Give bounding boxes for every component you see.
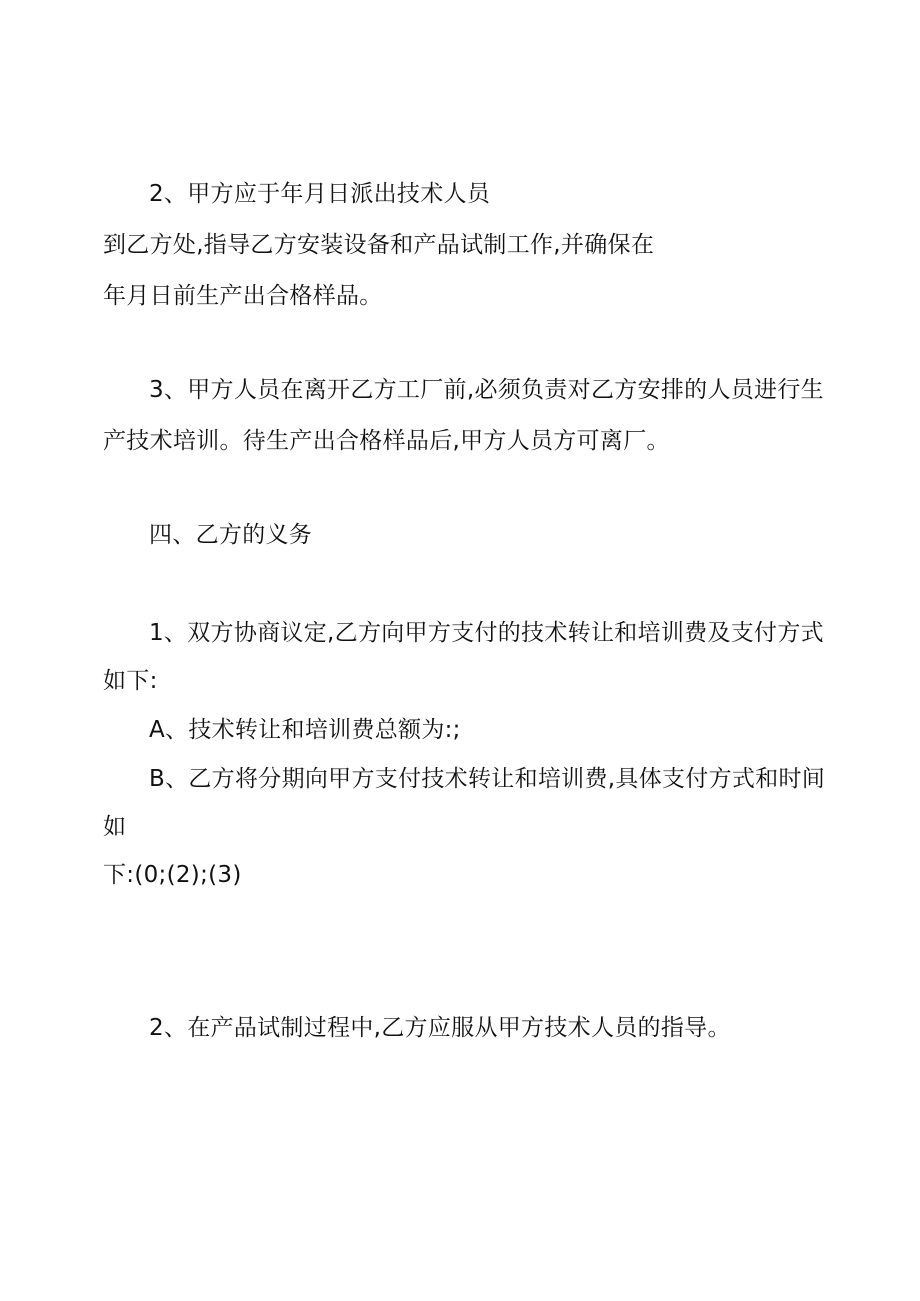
item-a: A、技术转让和培训费总额为:; [149,717,461,743]
paragraph-2-line-3: 年月日前生产出合格样品。 [103,283,383,309]
item-b-line-2: 如 [103,814,127,840]
obligation-1-line-2: 如下: [103,668,158,694]
item-b-line-1: B、乙方将分期向甲方支付技术转让和培训费,具体支付方式和时间 [149,766,826,792]
obligation-1-line-1: 1、双方协商议定,乙方向甲方支付的技术转让和培训费及支付方式 [149,620,824,646]
paragraph-2-line-2: 到乙方处,指导乙方安装设备和产品试制工作,并确保在 [103,232,655,258]
item-b-line-3: 下:(0;(2);(3) [103,862,242,888]
paragraph-2-line-1: 2、甲方应于年月日派出技术人员 [149,181,491,207]
paragraph-3-line-2: 产技术培训。待生产出合格样品后,甲方人员方可离厂。 [103,428,670,454]
section-heading: 四、乙方的义务 [149,522,313,548]
paragraph-3-line-1: 3、甲方人员在离开乙方工厂前,必须负责对乙方安排的人员进行生 [149,377,824,403]
obligation-2: 2、在产品试制过程中,乙方应服从甲方技术人员的指导。 [149,1015,731,1041]
